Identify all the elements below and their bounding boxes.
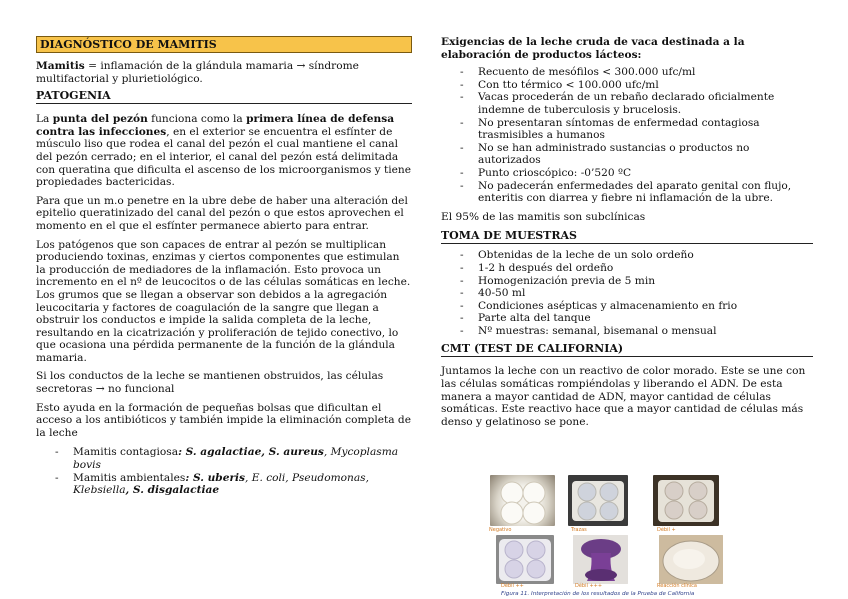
- patogenia-paragraph-2: Para que un m.o penetre en la ubre debe de haber una alteración del epitelio queratinizado del canal del pezón o que estos aprovechen el momento en el que el esfínter permanece abierto para entrar.: [36, 194, 408, 232]
- italic-run: , E. coli, Pseudomonas, Klebsiella: [73, 471, 369, 497]
- caption-trazas: Trazas: [571, 527, 587, 533]
- cmt-photo-reaccion-clinica: [659, 535, 723, 584]
- cmt-photo-debil-1: [653, 475, 719, 526]
- list-item: [441, 262, 813, 275]
- bold-run: punta del pezón: [52, 113, 148, 126]
- dash-marker: -: [460, 91, 464, 104]
- list-item-text: Con tto térmico < 100.000 ufc/ml: [478, 78, 659, 91]
- clinical-reaction-drawing: [659, 535, 723, 584]
- list-item: [441, 91, 813, 116]
- text-run: La: [36, 113, 53, 126]
- text-run: funciona como la: [147, 113, 247, 126]
- dash-marker: -: [460, 141, 464, 154]
- cmt-results-figure: [487, 472, 731, 597]
- subclinicas-note: El 95% de las mamitis son subclínicas: [441, 210, 646, 223]
- list-item-text: No se han administrado sustancias o productos no autorizados: [478, 141, 750, 167]
- list-item: [441, 275, 813, 288]
- dash-marker: -: [55, 446, 59, 459]
- purple-gel-drawing: [573, 535, 628, 584]
- list-item: [36, 472, 412, 497]
- dash-marker: -: [460, 166, 464, 179]
- list-item: [441, 167, 813, 180]
- patogenia-paragraph-1: [36, 113, 412, 189]
- dash-marker: -: [460, 274, 464, 287]
- list-item-text: 1-2 h después del ordeño: [478, 261, 614, 274]
- cmt-photo-debil-2: [496, 535, 554, 584]
- dash-marker: -: [460, 261, 464, 274]
- list-item: [441, 117, 813, 142]
- list-item: [36, 446, 412, 471]
- list-item-text: Punto crioscópico: -0’520 ºC: [478, 166, 632, 179]
- caption-debil-2: Débil ++: [501, 583, 524, 589]
- dash-marker: -: [460, 66, 464, 79]
- dash-marker: -: [460, 324, 464, 337]
- bold-italic-run: : S. uberis: [185, 471, 246, 484]
- paddle-drawing: [653, 475, 719, 526]
- mamitis-types-list: [36, 446, 412, 496]
- list-item: [441, 142, 813, 167]
- list-item: [441, 300, 813, 313]
- toma-muestras-heading: TOMA DE MUESTRAS: [441, 229, 813, 244]
- list-item-text: Nº muestras: semanal, bisemanal o mensual: [478, 324, 717, 337]
- list-item-text: Vacas procederán de un rebaño declarado oficialmente indemne de tuberculosis y brucelosis.: [478, 91, 775, 116]
- bold-run: primera línea de defensa contra las infecciones: [36, 113, 395, 138]
- list-item-text: Homogenización previa de 5 min: [478, 274, 656, 287]
- patogenia-paragraph-3: Los patógenos que son capaces de entrar al pezón se multiplican produciendo toxinas, enzimas y ciertos componentes que estimulan la producción de mediadores de la inflamación. Esto provoca un incremento en el nº de leucocitos o de las células somáticas en leche. Los grumos que se llegan a observar son debidos a la agregación leucocitaria y factores de coagulación de la sangre que llegan a obstruir los conductos e impide la salida completa de la leche, resultando en la cicatrización y proliferación de tejido conectivo, lo que ocasiona una pérdida permanente de la función de la glándula mamaria.: [36, 238, 411, 364]
- text-run: , en el exterior se encuentra el esfínter de músculo liso que rodea el canal del pezón el cual mantiene el canal del pezón cerrado; en el interior, el canal del pezón está delimitada con queratina que dificulta el ascenso de los microorganismos y tiene propiedades bactericidas.: [36, 125, 412, 189]
- list-item: [441, 325, 813, 338]
- caption-debil-3: Débil +++: [575, 583, 603, 589]
- patogenia-paragraph-4: Si los conductos de la leche se mantienen obstruidos, las células secretoras → no funcional: [36, 370, 384, 396]
- cmt-paragraph: Juntamos la leche con un reactivo de color morado. Este se une con las células somáticas rompiéndolas y liberando el ADN. De esta manera a mayor cantidad de ADN, mayor cantidad de células somáticas. Este reactivo hace que a mayor cantidad de células más denso y gelatinoso se pone.: [441, 365, 806, 428]
- paddle-drawing: [568, 475, 628, 526]
- list-item: [441, 312, 813, 325]
- list-item: [441, 180, 813, 205]
- caption-debil-1: Débil +: [657, 527, 676, 533]
- bold-italic-run: : S. agalactiae, S. aureus: [178, 446, 324, 459]
- dash-marker: -: [460, 179, 464, 192]
- cmt-photo-trazas: [568, 475, 628, 526]
- list-item: [441, 66, 813, 79]
- list-item: [441, 79, 813, 92]
- dash-marker: -: [460, 116, 464, 129]
- list-item-text: Parte alta del tanque: [478, 312, 591, 325]
- dash-marker: -: [460, 299, 464, 312]
- bold-italic-run: , S. disgalactiae: [125, 484, 220, 497]
- list-item-text: Recuento de mesófilos < 300.000 ufc/ml: [478, 66, 696, 79]
- list-item-text: 40-50 ml: [478, 287, 526, 300]
- list-item-text: No presentaran síntomas de enfermedad contagiosa trasmisibles a humanos: [478, 116, 760, 142]
- mamitis-term: Mamitis: [36, 60, 85, 72]
- exigencias-title: Exigencias de la leche cruda de vaca destinada a la elaboración de productos lácteos:: [441, 36, 745, 61]
- list-label: Mamitis ambientales: [73, 471, 186, 484]
- dash-marker: -: [460, 78, 464, 91]
- patogenia-paragraph-5: Esto ayuda en la formación de pequeñas bolsas que dificultan el acceso a los antibióticos y también impide la eliminación completa de la leche: [36, 401, 411, 439]
- dash-marker: -: [460, 287, 464, 300]
- mamitis-definition-text: = inflamación de la glándula mamaria → síndrome multifactorial y plurietiológico.: [36, 60, 359, 85]
- right-column: [441, 36, 813, 428]
- list-item-text: Obtenidas de la leche de un solo ordeño: [478, 249, 694, 262]
- cmt-photo-debil-3: [573, 535, 628, 584]
- toma-muestras-list: [441, 249, 813, 337]
- mamitis-definition: [36, 60, 412, 85]
- caption-negativo: Negativo: [489, 527, 512, 533]
- left-column: [36, 36, 412, 497]
- dash-marker: -: [460, 249, 464, 262]
- cmt-photo-negativo: [490, 475, 555, 526]
- paddle-drawing: [490, 475, 555, 526]
- list-item-text: Condiciones asépticas y almacenamiento en frio: [478, 299, 738, 312]
- list-item: [441, 287, 813, 300]
- caption-reaccion-clinica: Reacción clínica: [657, 583, 697, 589]
- figure-caption: Figura 11. Interpretación de los resultados de la Prueba de California: [501, 591, 695, 597]
- list-item: [441, 249, 813, 262]
- paddle-drawing: [496, 535, 554, 584]
- list-label: Mamitis contagiosa: [73, 446, 179, 459]
- section-title-diagnostico: DIAGNÓSTICO DE MAMITIS: [36, 36, 412, 53]
- dash-marker: -: [460, 312, 464, 325]
- cmt-heading: CMT (TEST DE CALIFORNIA): [441, 342, 813, 357]
- list-item-text: No padecerán enfermedades del aparato genital con flujo, enteritis con diarrea y fiebre ni inflamación de la ubre.: [478, 179, 792, 205]
- patogenia-heading: PATOGENIA: [36, 89, 412, 104]
- exigencias-list: [441, 66, 813, 205]
- italic-run: , Mycoplasma bovis: [73, 446, 399, 472]
- dash-marker: -: [55, 471, 59, 484]
